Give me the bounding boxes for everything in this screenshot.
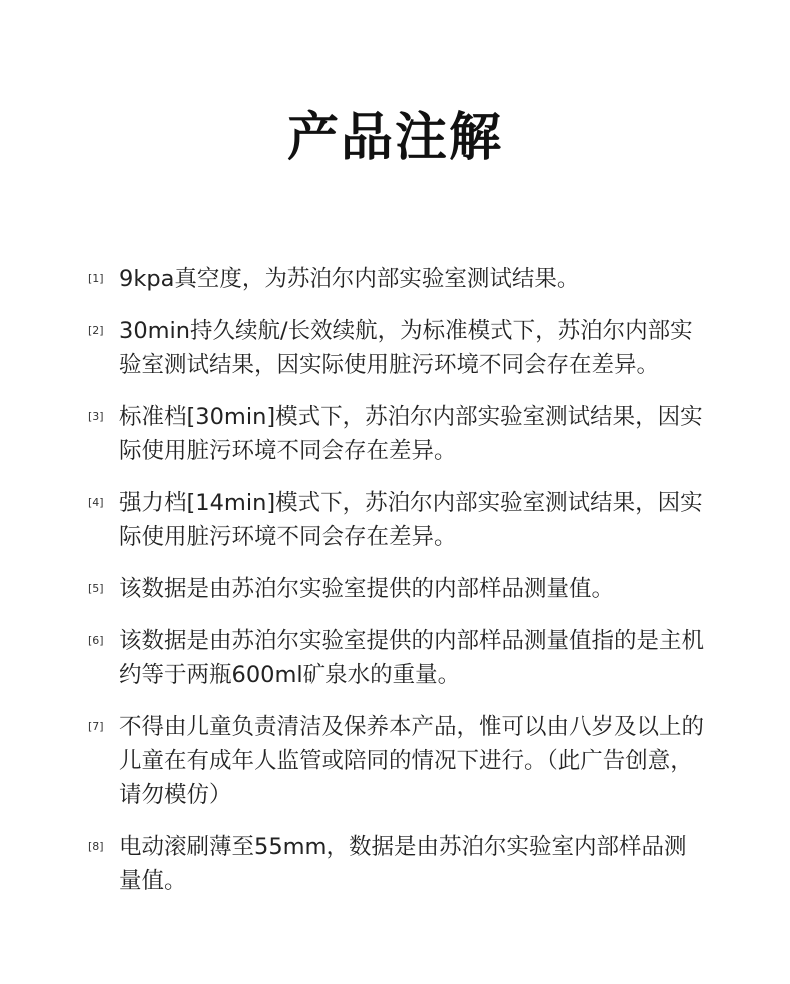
note-number: [1] (88, 272, 104, 285)
note-number: [4] (88, 496, 104, 509)
note-text: 该数据是由苏泊尔实验室提供的内部样品测量值。 (119, 576, 615, 602)
note-item-3 (88, 400, 706, 468)
note-text: 强力档[14min]模式下，苏泊尔内部实验室测试结果，因实际使用脏污环境不同会存在差异。 (119, 490, 703, 550)
note-number: [7] (88, 720, 104, 733)
note-text: 电动滚刷薄至55mm，数据是由苏泊尔实验室内部样品测量值。 (119, 834, 687, 894)
note-item-7 (88, 710, 706, 812)
note-item-5 (88, 572, 706, 606)
note-text: 该数据是由苏泊尔实验室提供的内部样品测量值指的是主机约等于两瓶600ml矿泉水的重量。 (119, 628, 705, 688)
note-item-1 (88, 262, 706, 296)
note-item-4 (88, 486, 706, 554)
note-number: [5] (88, 582, 104, 595)
note-number: [2] (88, 324, 104, 337)
note-text: 标准档[30min]模式下，苏泊尔内部实验室测试结果，因实际使用脏污环境不同会存在差异。 (119, 404, 703, 464)
note-number: [3] (88, 410, 104, 423)
note-item-8 (88, 830, 706, 898)
note-item-6 (88, 624, 706, 692)
note-text: 不得由儿童负责清洁及保养本产品，惟可以由八岁及以上的儿童在有成年人监管或陪同的情况下进行。（此广告创意，请勿模仿） (119, 714, 705, 808)
page-title: 产品注解 (286, 108, 503, 168)
note-number: [8] (88, 840, 104, 853)
note-text: 9kpa真空度，为苏泊尔内部实验室测试结果。 (119, 266, 580, 292)
notes-list (88, 262, 706, 916)
note-item-2 (88, 314, 706, 382)
note-text: 30min持久续航/长效续航，为标准模式下，苏泊尔内部实验室测试结果，因实际使用脏污环境不同会存在差异。 (119, 318, 693, 378)
note-number: [6] (88, 634, 104, 647)
